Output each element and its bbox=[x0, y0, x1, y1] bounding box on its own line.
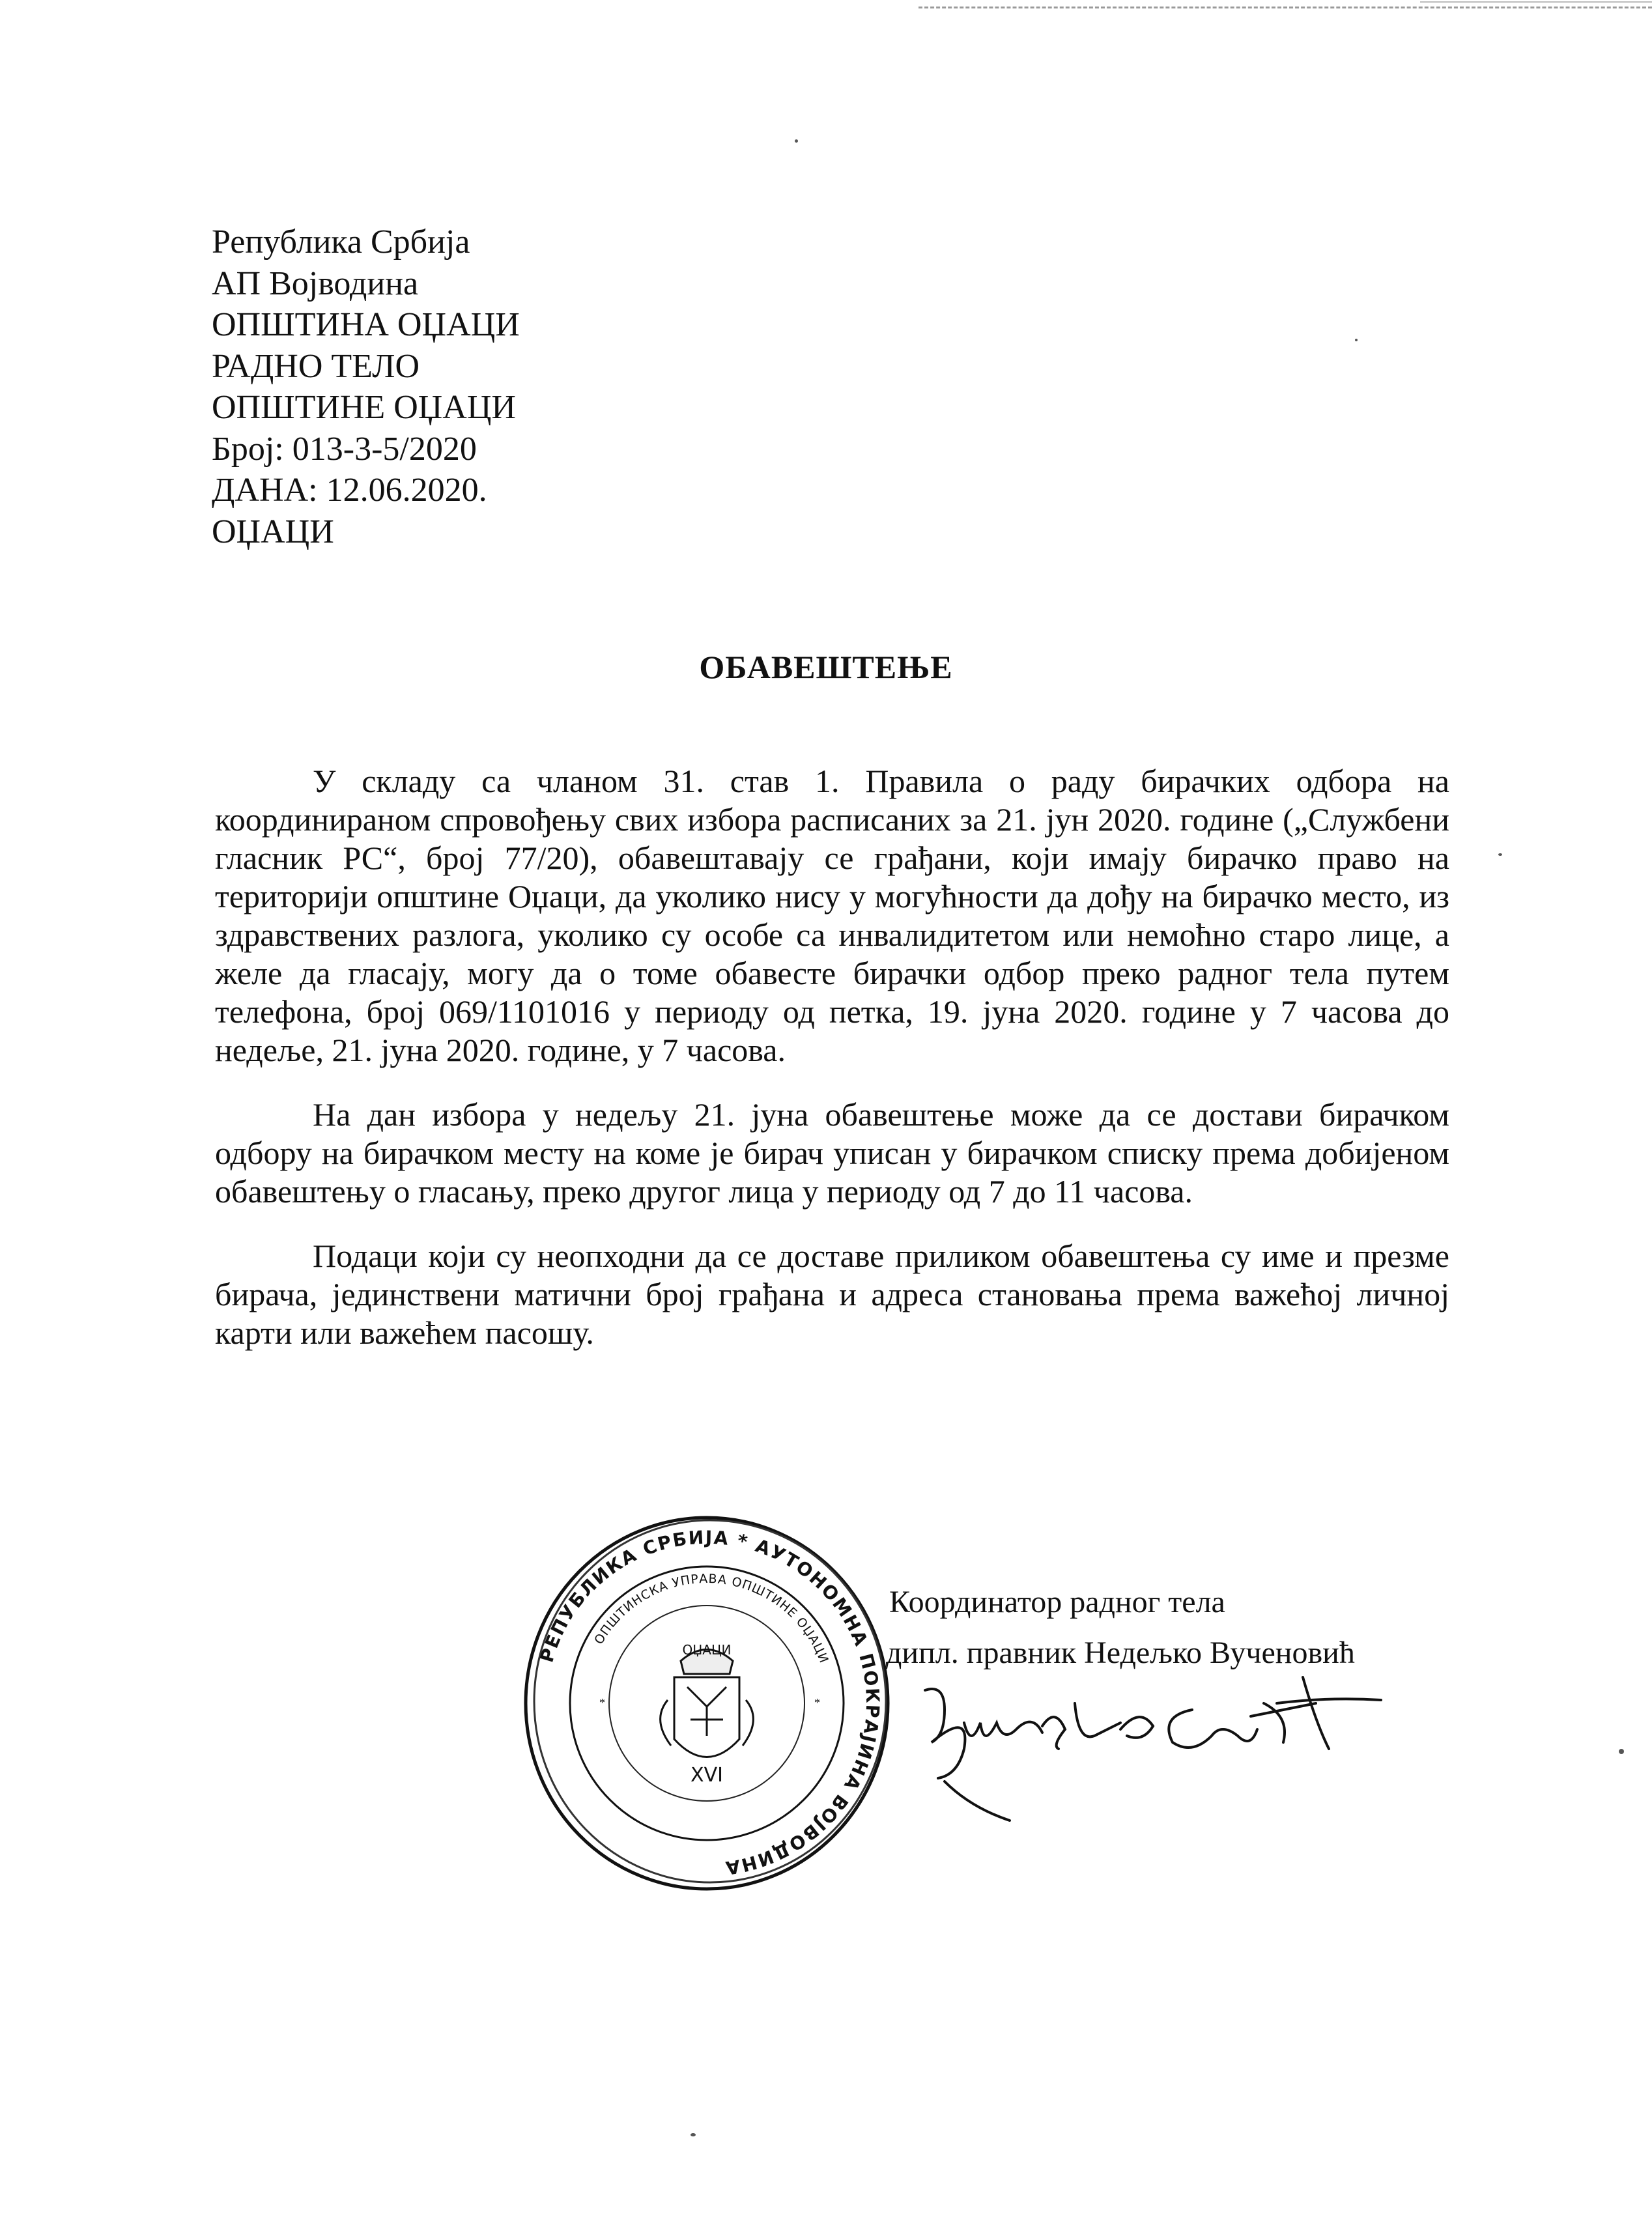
header-line: ОПШТИНА ОЏАЦИ bbox=[212, 306, 520, 343]
document-header bbox=[212, 221, 520, 552]
header-line: ОПШТИНЕ ОЏАЦИ bbox=[212, 389, 516, 426]
scan-speck bbox=[691, 2133, 696, 2136]
header-line: Република Србија bbox=[212, 223, 470, 261]
scan-edge-line bbox=[1420, 1, 1652, 3]
seal-center-text: ОЏАЦИ bbox=[682, 1642, 732, 1658]
signatory-role: Координатор радног тела bbox=[889, 1585, 1225, 1619]
handwritten-signature bbox=[912, 1664, 1433, 1847]
seal-inner-text: ОПШТИНСКА УПРАВА ОПШТИНЕ ОЏАЦИ bbox=[591, 1571, 832, 1665]
header-line: ОЏАЦИ bbox=[212, 513, 334, 550]
body-paragraph: Подаци који су неопходни да се доставе приликом обавештења су име и презме бирача, јединствени матични број грађана и адреса становања према важећој личној карти или важећем пасошу. bbox=[215, 1238, 1449, 1351]
scan-speck bbox=[1498, 853, 1502, 856]
document-body bbox=[215, 762, 1449, 1378]
svg-text:*: * bbox=[814, 1696, 820, 1709]
header-line: АП Војводина bbox=[212, 264, 419, 302]
header-line: Број: 013-3-5/2020 bbox=[212, 430, 477, 468]
body-paragraph: На дан избора у недељу 21. јуна обавештење може да се достави бирачком одбору на бирачком месту на коме је бирач уписан у бирачком списку према добијеном обавештењу о гласању, преко другог лица у периоду од 7 до 11 часова. bbox=[215, 1096, 1449, 1210]
seal-outer-text: РЕПУБЛИКА СРБИЈА * АУТОНОМНА ПОКРАЈИНА ВОЈВОДИНА bbox=[535, 1526, 884, 1879]
signatory-name: дипл. правник Недељко Вученовић bbox=[886, 1636, 1355, 1670]
header-line: РАДНО ТЕЛО bbox=[212, 347, 420, 385]
official-seal-stamp bbox=[521, 1511, 892, 1895]
scan-speck bbox=[795, 139, 798, 143]
scan-edge-line bbox=[919, 7, 1652, 8]
coat-of-arms-icon bbox=[661, 1650, 754, 1757]
scan-speck bbox=[1355, 339, 1358, 341]
header-line: ДАНА: 12.06.2020. bbox=[212, 472, 487, 509]
body-paragraph: У складу са чланом 31. став 1. Правила о раду бирачких одбора на координираном спровођењу свих избора расписаних за 21. јун 2020. године („Службени гласник РС“, број 77/20), обавештавају се грађани, који имају бирачко право на територији општине Оџаци, да уколико нису у могућности да дођу на бирачко место, из здравствених разлога, уколико су особе са инвалидитетом или немоћно старо лице, а желе да гласају, могу да о томе обавесте бирачки одбор преко радног тела путем телефона, број 069/1101016 у периоду од петка, 19. јуна 2020. године у 7 часова до недеље, 21. јуна 2020. године, у 7 часова. bbox=[215, 763, 1449, 1068]
svg-text:*: * bbox=[599, 1696, 605, 1709]
scan-speck bbox=[1619, 1749, 1624, 1754]
document-title: ОБАВЕШТЕЊЕ bbox=[699, 649, 953, 685]
seal-number: XVI bbox=[691, 1764, 723, 1787]
